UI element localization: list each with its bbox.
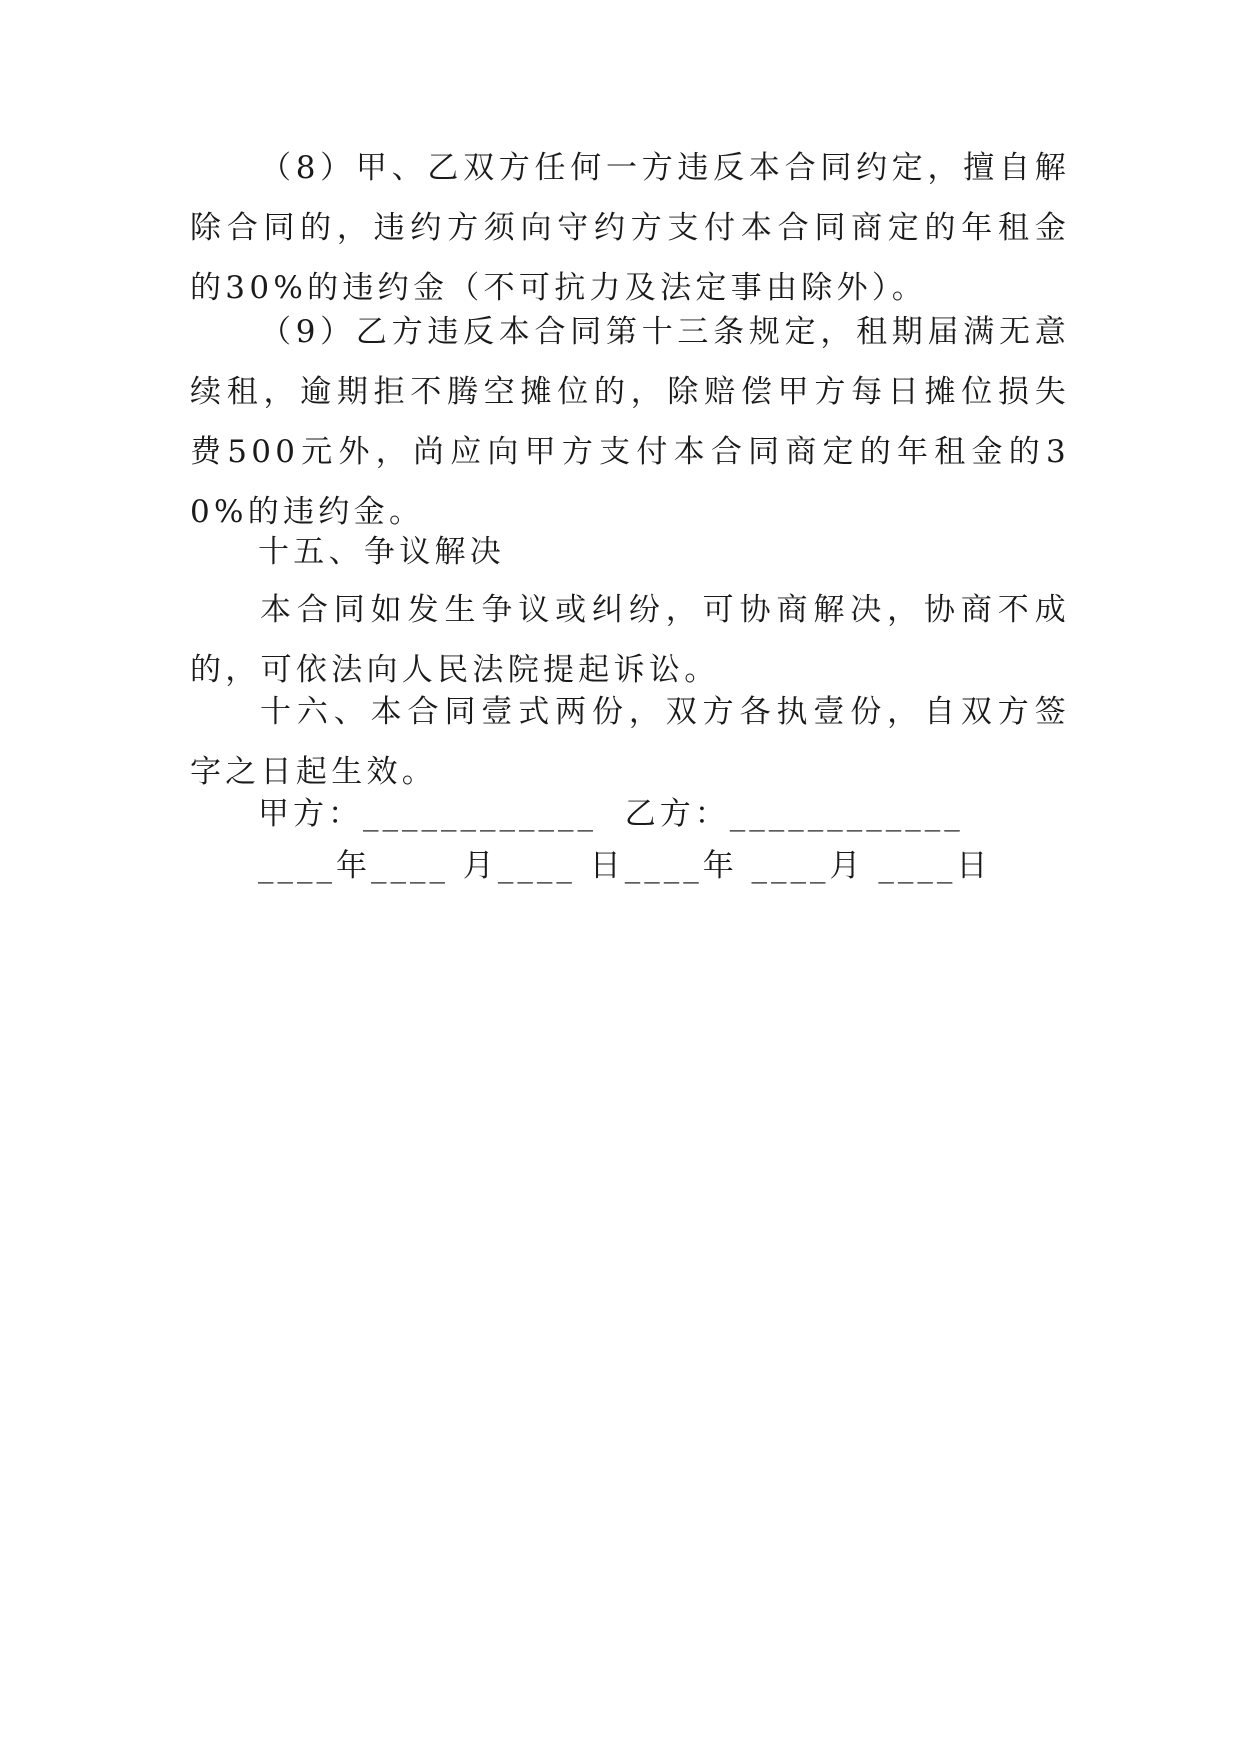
section-15-heading: 十五、争议解决 — [258, 534, 506, 570]
clause-9-paragraph: （9）乙方违反本合同第十三条规定，租期届满无意续租，逾期拒不腾空摊位的，除赔偿甲方每日摊位损失费500元外，尚应向甲方支付本合同商定的年租金的30%的违约金。 — [190, 314, 1070, 530]
section-15-body: 本合同如发生争议或纠纷，可协商解决，协商不成的，可依法向人民法院提起诉讼。 — [190, 592, 1070, 688]
date-line: ____年____ 月____ 日____年 ____月 ____日 — [258, 848, 992, 884]
signature-line: 甲方：____________ 乙方：____________ — [258, 796, 964, 832]
section-16-paragraph: 十六、本合同壹式两份，双方各执壹份，自双方签字之日起生效。 — [190, 694, 1070, 790]
clause-8-paragraph: （8）甲、乙双方任何一方违反本合同约定，擅自解除合同的，违约方须向守约方支付本合同商定的年租金的30%的违约金（不可抗力及法定事由除外）。 — [190, 150, 1070, 306]
